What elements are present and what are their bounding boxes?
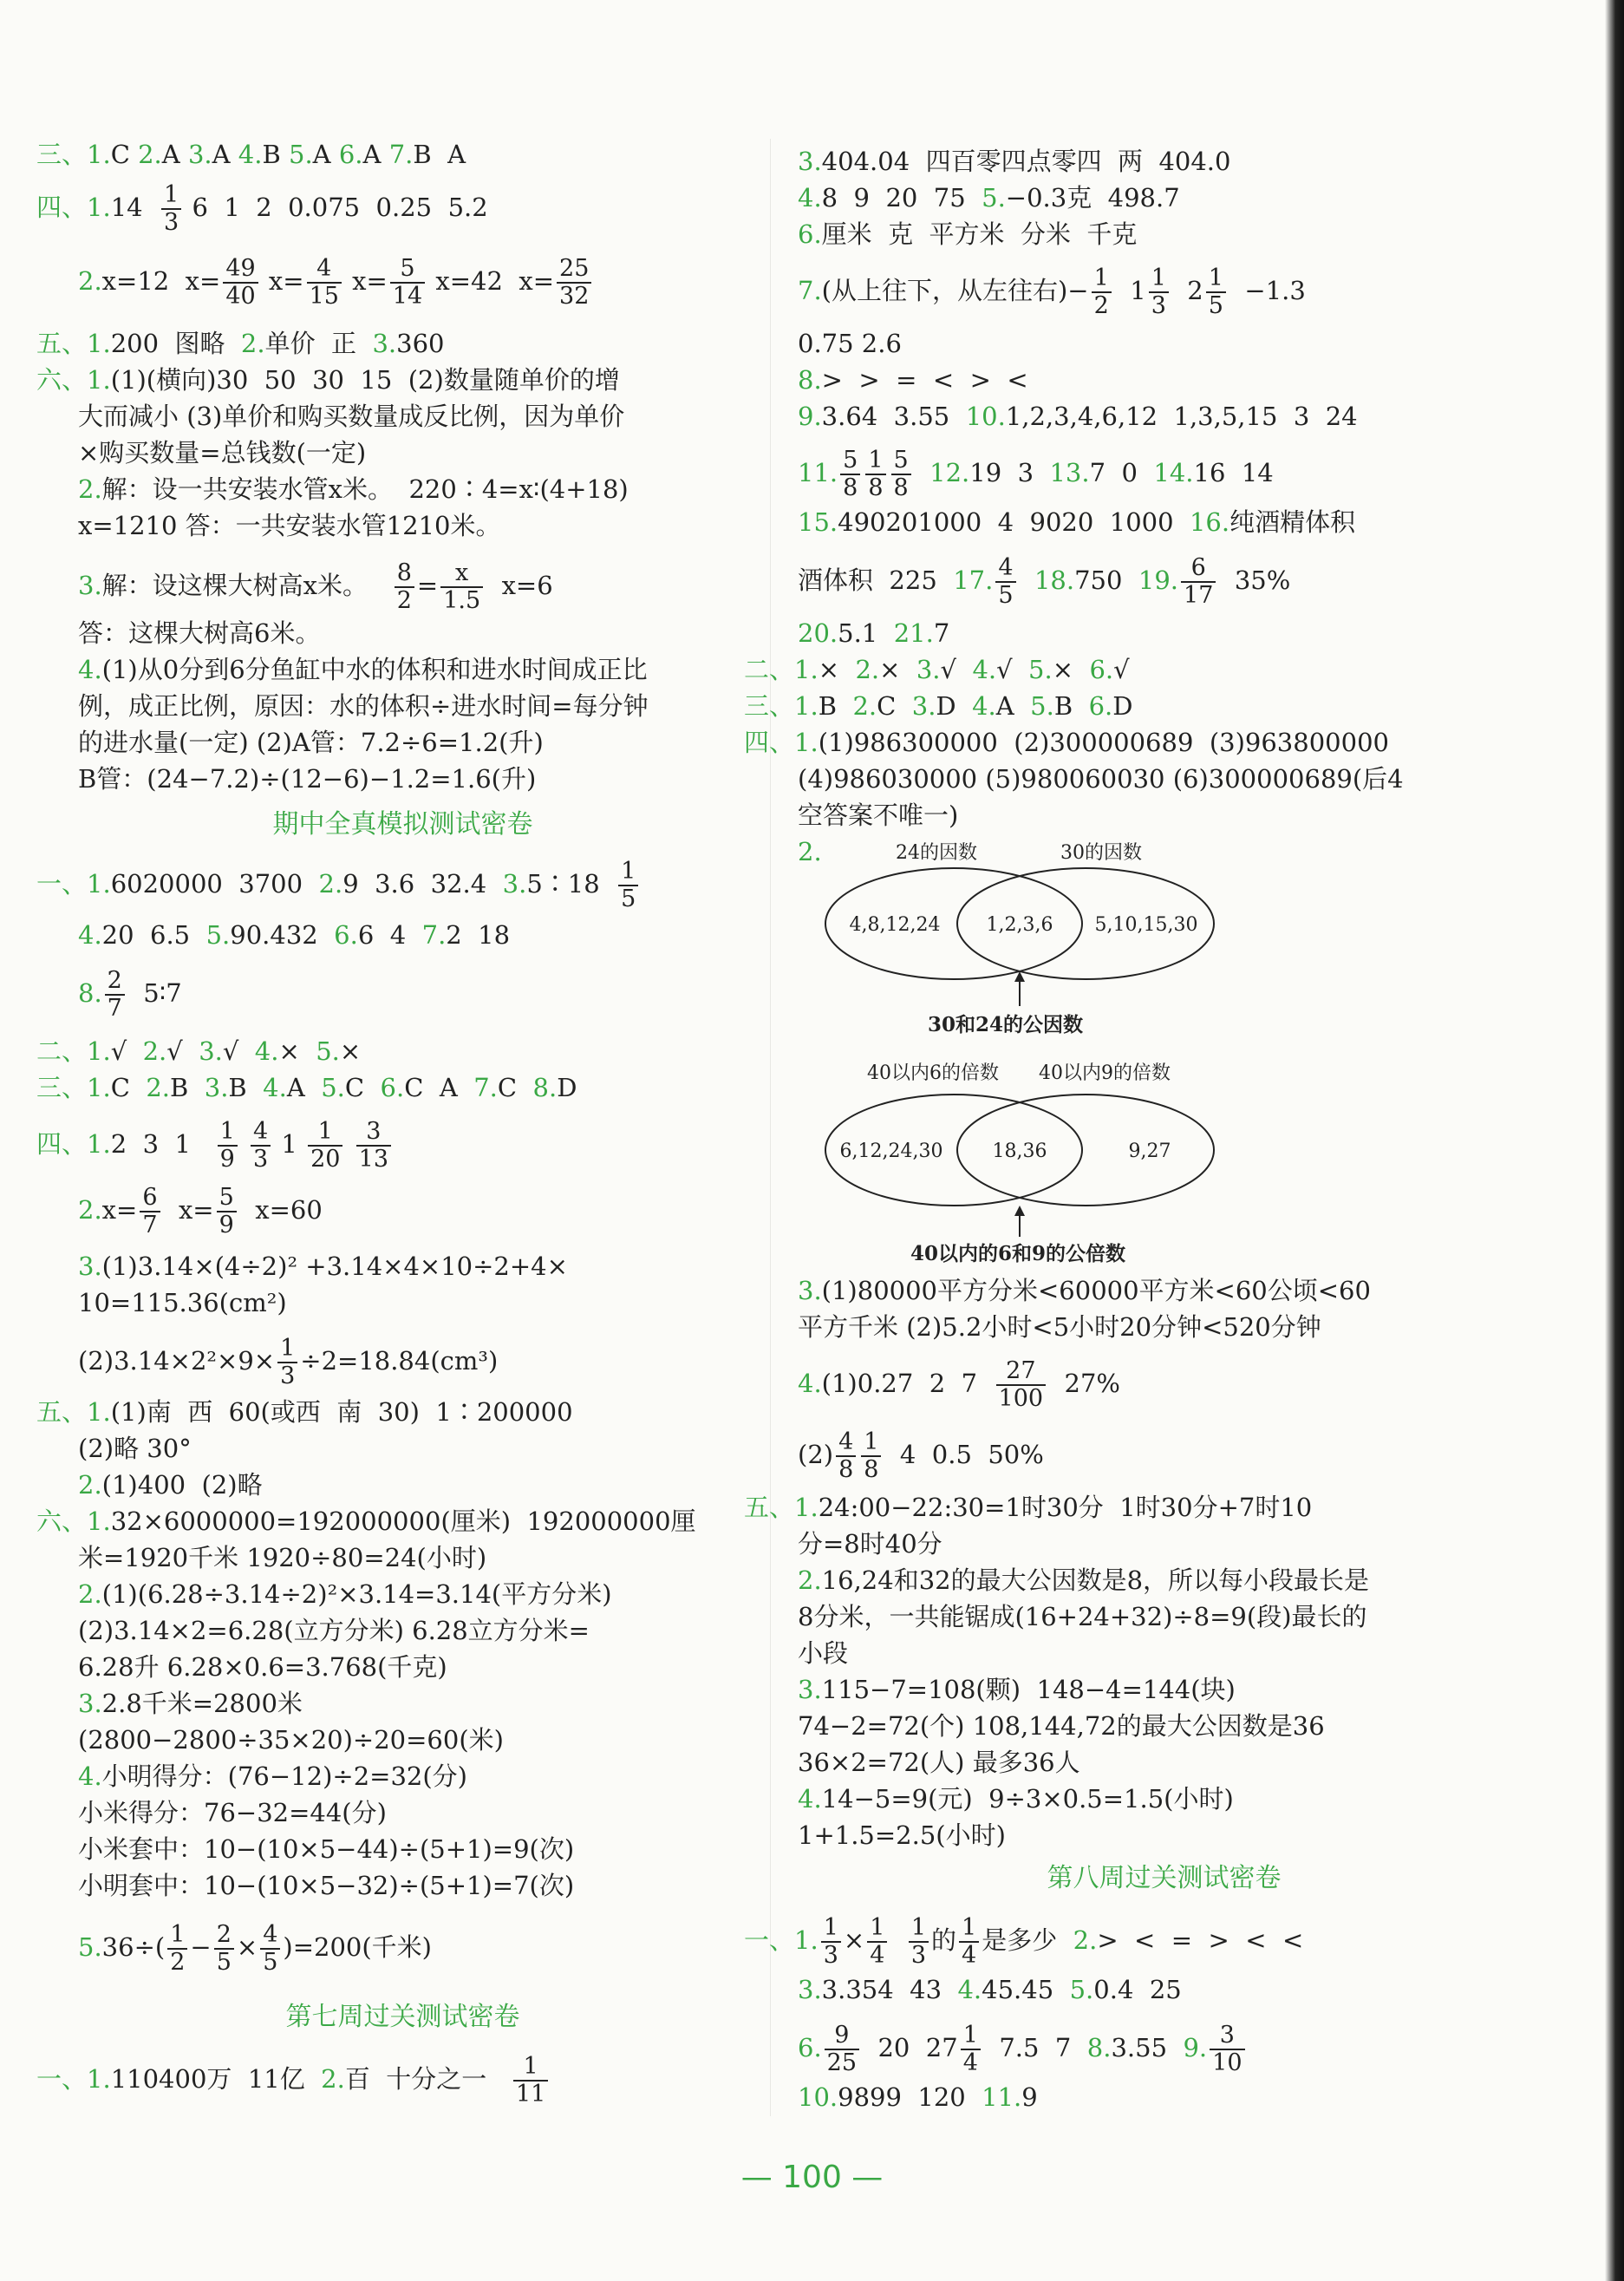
answer-line: 四、1.14 $\frac{1}{3}$ 6 1 2 0.075 0.25 5.2 (36, 181, 488, 236)
answer-line: 3.解：设这棵大树高x米。 $\frac{8}{2}$ = $\frac{x}{1.5}$ x=6 (78, 559, 553, 614)
answer-line: 15.490201000 4 9020 1000 16.纯酒精体积 (798, 507, 1356, 537)
venn-diagram-multiples (815, 1053, 1266, 1244)
venn-label-a: 24的因数 (896, 842, 977, 864)
answer-line: 一、1.110400万 11亿 2.百 十分之一 $\frac{1}{11}$ (36, 2054, 551, 2108)
answer-line: 小明套中：10−(10×5−32)÷(5+1)=7(次) (78, 1871, 575, 1900)
answer-line: 8. $\frac{2}{7}$ 5∶7 (78, 967, 182, 1022)
answer-line: (2) $\frac{4}{8}$ $\frac{1}{8}$ 4 0.5 50% (798, 1428, 1044, 1483)
section-heading: 期中全真模拟测试密卷 (272, 809, 533, 840)
answer-line: 三、1.C 2.A 3.A 4.B 5.A 6.A 7.B A (36, 140, 466, 169)
answer-line: 8分米，一共能锯成(16+24+32)÷8=9(段)最长的 (798, 1602, 1367, 1631)
answer-line: 二、1.√ 2.√ 3.√ 4.× 5.× (36, 1036, 362, 1066)
venn-intersection: 1,2,3,6 (986, 914, 1053, 936)
answer-line: 2.(1)(6.28÷3.14÷2)²×3.14=3.14(平方分米) (78, 1579, 612, 1609)
answer-line: (2)略 30° (78, 1434, 192, 1463)
page-number: — 100 — (740, 2160, 884, 2195)
answer-line: 20.5.1 21.7 (798, 618, 950, 648)
arrow-head-icon (1014, 1206, 1025, 1216)
answer-line: (2)3.14×2²×9× $\frac{1}{3}$ ÷2=18.84(cm³) (78, 1335, 499, 1389)
answer-line: 大而减小 (3)单价和购买数量成反比例，因为单价 (78, 402, 625, 431)
answer-line: 4.8 9 20 75 5.−0.3克 498.7 (798, 183, 1180, 212)
answer-line: 三、1.C 2.B 3.B 4.A 5.C 6.C A 7.C 8.D (36, 1073, 577, 1102)
answer-line: 9.3.64 3.55 10.1,2,3,4,6,12 1,3,5,15 3 24 (798, 402, 1358, 431)
venn-only-a: 6,12,24,30 (839, 1140, 943, 1162)
answer-line: 2.16,24和32的最大公因数是8，所以每小段最长是 (798, 1565, 1370, 1595)
answer-line: 二、1.× 2.× 3.√ 4.√ 5.× 6.√ (744, 655, 1130, 684)
answer-line: 6. $\frac{9}{25}$ 20 27 $\frac{1}{4}$ 7.5 7 8.3.55 9. $\frac{3}{10}$ (798, 2023, 1248, 2076)
answer-line: 小段 (798, 1638, 849, 1668)
answer-line: ×购买数量=总钱数(一定) (78, 438, 367, 467)
answer-line: 6.厘米 克 平方米 分米 千克 (798, 219, 1138, 249)
venn-only-b: 9,27 (1128, 1140, 1171, 1162)
answer-line: 3.(1)3.14×(4÷2)² +3.14×4×10÷2+4× (78, 1252, 568, 1281)
venn-label-a: 40以内6的倍数 (867, 1062, 999, 1084)
answer-line: 平方千米 (2)5.2小时<5小时20分钟<520分钟 (798, 1312, 1321, 1342)
answer-line: 4.20 6.5 5.90.432 6.6 4 7.2 18 (78, 920, 511, 950)
venn-intersection: 18,36 (992, 1140, 1047, 1162)
venn-diagram-factors (815, 833, 1266, 1015)
venn-label-b: 30的因数 (1060, 842, 1142, 864)
answer-line: 8.> > = < > < (798, 365, 1028, 395)
answer-line: B管：(24−7.2)÷(12−6)−1.2=1.6(升) (78, 764, 537, 794)
answer-line: 酒体积 225 17. $\frac{4}{5}$ 18.750 19. $\frac{6}{17}$ 35% (798, 554, 1291, 609)
answer-line: 分=8时40分 (798, 1529, 942, 1559)
answer-line: 74−2=72(个) 108,144,72的最大公因数是36 (798, 1711, 1325, 1741)
answer-line: 五、1.24:00−22:30=1时30分 1时30分+7时10 (744, 1493, 1313, 1522)
answer-line: 36×2=72(人) 最多36人 (798, 1748, 1080, 1777)
answer-line: 2.x=12 x= $\frac{49}{40}$ x= $\frac{4}{15}$ x= $\frac{5}{14}$ x=42 x= $\frac{25}{32}$ (78, 256, 594, 310)
fraction: $\frac{1}{3}$ (161, 182, 181, 236)
answer-line: 0.75 2.6 (798, 329, 902, 358)
page-edge-shadow (1605, 0, 1624, 2281)
answer-line: (2)3.14×2=6.28(立方分米) 6.28立方分米= (78, 1616, 590, 1645)
answer-line: 2.x= $\frac{6}{7}$ x= $\frac{5}{9}$ x=60 (78, 1184, 323, 1239)
venn-caption: 30和24的公因数 (928, 1013, 1084, 1036)
answer-line: (2800−2800÷35×20)÷20=60(米) (78, 1725, 504, 1755)
answer-line: 一、1. $\frac{1}{3}$ × $\frac{1}{4}$ $\frac{1}{3}$ 的 $\frac{1}{4}$ 是多少 2.> < = > < < (744, 1914, 1304, 1969)
venn-caption: 40以内的6和9的公倍数 (910, 1242, 1126, 1265)
answer-line: 一、1.6020000 3700 2.9 3.6 32.4 3.5∶18 $\frac{1}{5}$ (36, 859, 641, 912)
answer-line: 1+1.5=2.5(小时) (798, 1820, 1006, 1850)
answer-line: 3.115−7=108(颗) 148−4=144(块) (798, 1675, 1236, 1704)
answer-line: 小米套中：10−(10×5−44)÷(5+1)=9(次) (78, 1834, 575, 1864)
answer-line: 四、1.2 3 1 $\frac{1}{9}$ $\frac{4}{3}$ 1 $\frac{1}{20}$ $\frac{3}{13}$ (36, 1119, 394, 1173)
section-heading: 第七周过关测试密卷 (285, 2002, 520, 2032)
answer-line: 空答案不唯一) (798, 801, 959, 830)
answer-line: 2.(1)400 (2)略 (78, 1470, 263, 1500)
answer-line: 2.解：设一共安装水管x米。 220∶4=x∶(4+18) (78, 474, 629, 504)
answer-line: 4.14−5=9(元) 9÷3×0.5=1.5(小时) (798, 1784, 1234, 1814)
answer-line: 3.(1)80000平方分米<60000平方米<60公顷<60 (798, 1276, 1371, 1305)
answer-line: 6.28升 6.28×0.6=3.768(千克) (78, 1652, 447, 1682)
venn-only-a: 4,8,12,24 (849, 914, 941, 936)
answer-line: 10=115.36(cm²) (78, 1288, 287, 1317)
answer-line: 米=1920千米 1920÷80=24(小时) (78, 1543, 487, 1572)
answer-line: 五、1.(1)南 西 60(或西 南 30) 1∶200000 (36, 1397, 573, 1427)
answer-line: 3.404.04 四百零四点零四 两 404.0 (798, 147, 1231, 176)
answer-line: 11. $\frac{5}{8}$ $\frac{1}{8}$ $\frac{5}{8}$ 12.19 3 13.7 0 14.16 14 (798, 447, 1274, 501)
answer-line: 4.(1)从0分到6分鱼缸中水的体积和进水时间成正比 (78, 655, 648, 684)
answer-line: 3.3.354 43 4.45.45 5.0.4 25 (798, 1975, 1182, 2004)
answer-line: 4.小明得分：(76−12)÷2=32(分) (78, 1761, 467, 1791)
answer-line: (4)986030000 (5)980060030 (6)300000689(后4 (798, 764, 1404, 794)
answer-line: 7.(从上往下，从左往右)− $\frac{1}{2}$ 1 $\frac{1}{3}$ 2 $\frac{1}{5}$ −1.3 (798, 265, 1306, 319)
column-divider (770, 139, 771, 2116)
venn-only-b: 5,10,15,30 (1094, 914, 1198, 936)
answer-line: 答：这棵大树高6米。 (78, 618, 321, 648)
answer-line: 2. (798, 837, 822, 866)
answer-line: 5.36÷( $\frac{1}{2}$ − $\frac{2}{5}$ × $\frac{4}{5}$ )=200(千米) (78, 1921, 432, 1976)
section-heading: 第八周过关测试密卷 (1047, 1863, 1282, 1893)
answer-line: 3.2.8千米=2800米 (78, 1689, 303, 1718)
answer-line: 例，成正比例，原因：水的体积÷进水时间=每分钟 (78, 691, 649, 721)
answer-line: 4.(1)0.27 2 7 $\frac{27}{100}$ 27% (798, 1357, 1120, 1412)
answer-line: x=1210 答：一共安装水管1210米。 (78, 511, 501, 540)
answer-line: 四、1.(1)986300000 (2)300000689 (3)963800000 (744, 728, 1389, 757)
venn-label-b: 40以内9的倍数 (1039, 1062, 1171, 1084)
answer-line: 的进水量(一定) (2)A管：7.2÷6=1.2(升) (78, 728, 544, 757)
answer-line: 三、1.B 2.C 3.D 4.A 5.B 6.D (744, 691, 1133, 721)
answer-line: 六、1.32×6000000=192000000(厘米) 192000000厘 (36, 1507, 696, 1536)
answer-line: 六、1.(1)(横向)30 50 30 15 (2)数量随单价的增 (36, 365, 620, 395)
answer-line: 五、1.200 图略 2.单价 正 3.360 (36, 329, 445, 358)
answer-line: 10.9899 120 11.9 (798, 2082, 1038, 2112)
answer-line: 小米得分：76−32=44(分) (78, 1798, 387, 1827)
